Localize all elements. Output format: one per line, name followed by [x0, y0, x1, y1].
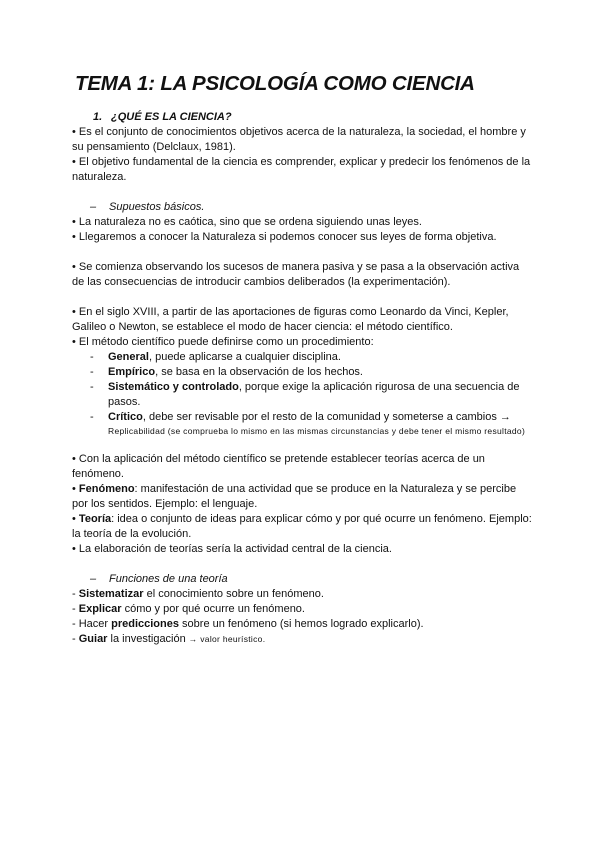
- term: Crítico: [108, 411, 143, 423]
- method-item-empirico: - Empírico, se basa en la observación de los hechos.: [90, 366, 363, 378]
- function-item-explicar: - Explicar cómo y por qué ocurre un fenómeno.: [72, 603, 305, 615]
- list-item: • La naturaleza no es caótica, sino que se ordena siguiendo unas leyes.: [72, 216, 422, 228]
- term: Explicar: [78, 603, 122, 615]
- paragraph-method-intro: • El método científico puede definirse como un procedimiento:: [72, 336, 374, 348]
- dash-marker: -: [90, 411, 94, 423]
- definition-fenomeno: • Fenómeno: manifestación de una actividad que se produce en la Naturaleza y se percibe por los sentidos. Ejemplo: el lenguaje.: [72, 483, 517, 510]
- paragraph-objective: • El objetivo fundamental de la ciencia es comprender, explicar y predecir los fenómenos de la naturaleza.: [72, 156, 531, 183]
- paragraph-history: • En el siglo XVIII, a partir de las aportaciones de figuras como Leonardo da Vinci, Kepler, Galileo o Newton, se establece el modo de hacer ciencia: el método científico.: [72, 306, 509, 333]
- subheading-text: Supuestos básicos.: [109, 201, 205, 213]
- definition-teoria: • Teoría: idea o conjunto de ideas para explicar cómo y por qué ocurre un fenómeno. Ejemplo: la teoría de la evolución.: [72, 513, 532, 540]
- term: Sistematizar: [78, 588, 144, 600]
- dash-marker: –: [90, 201, 97, 213]
- dash-marker: -: [90, 366, 94, 378]
- term: predicciones: [111, 618, 179, 630]
- function-item-sistematizar: - Sistematizar el conocimiento sobre un fenómeno.: [72, 588, 324, 600]
- subheading-text: Funciones de una teoría: [109, 573, 228, 585]
- heuristic-note: → valor heurístico.: [188, 634, 266, 644]
- list-item: • Llegaremos a conocer la Naturaleza si podemos conocer sus leyes de forma objetiva.: [72, 231, 497, 243]
- paragraph-definition: • Es el conjunto de conocimientos objetivos acerca de la naturaleza, la sociedad, el hombre y su pensamiento (Delclaux, 1981).: [72, 126, 526, 153]
- function-item-guiar: - Guiar la investigación → valor heurístico.: [72, 633, 266, 645]
- section-title: ¿QUÉ ES LA CIENCIA?: [111, 111, 232, 123]
- paragraph-theories: • Con la aplicación del método científico se pretende establecer teorías acerca de un fenómeno.: [72, 453, 485, 480]
- term: Fenómeno: [78, 483, 135, 495]
- paragraph-central-activity: • La elaboración de teorías sería la actividad central de la ciencia.: [72, 543, 392, 555]
- section-heading: [72, 110, 532, 125]
- page-title: TEMA 1: LA PSICOLOGÍA COMO CIENCIA: [75, 72, 475, 95]
- section-number: 1.: [93, 111, 103, 123]
- dash-marker: -: [90, 351, 94, 363]
- term: Teoría: [78, 513, 112, 525]
- method-item-general: - General, puede aplicarse a cualquier disciplina.: [90, 351, 341, 363]
- term: Empírico: [108, 366, 156, 378]
- method-item-critico: - Crítico, debe ser revisable por el resto de la comunidad y someterse a cambios → Replicabilidad (se comprueba lo mismo en las mismas circunstancias y debe tener el mismo resultado): [72, 410, 532, 437]
- term: General: [108, 351, 149, 363]
- subheading-funciones: [72, 572, 532, 587]
- function-item-predecir: - Hacer predicciones sobre un fenómeno (si hemos logrado explicarlo).: [72, 618, 424, 630]
- term: Guiar: [78, 633, 108, 645]
- term: Sistemático y controlado: [108, 381, 239, 393]
- dash-marker: –: [90, 573, 97, 585]
- document-body: [72, 110, 532, 647]
- replicabilidad-note: Replicabilidad (se comprueba lo mismo en las mismas circunstancias y debe tener el mismo resultado): [108, 426, 526, 436]
- subheading-supuestos: [72, 200, 532, 215]
- method-item-sistematico: - Sistemático y controlado, porque exige la aplicación rigurosa de una secuencia de pasos.: [90, 381, 520, 408]
- dash-marker: -: [90, 381, 94, 393]
- paragraph-observation: • Se comienza observando los sucesos de manera pasiva y se pasa a la observación activa de las consecuencias de introducir cambios deliberados (la experimentación).: [72, 261, 520, 288]
